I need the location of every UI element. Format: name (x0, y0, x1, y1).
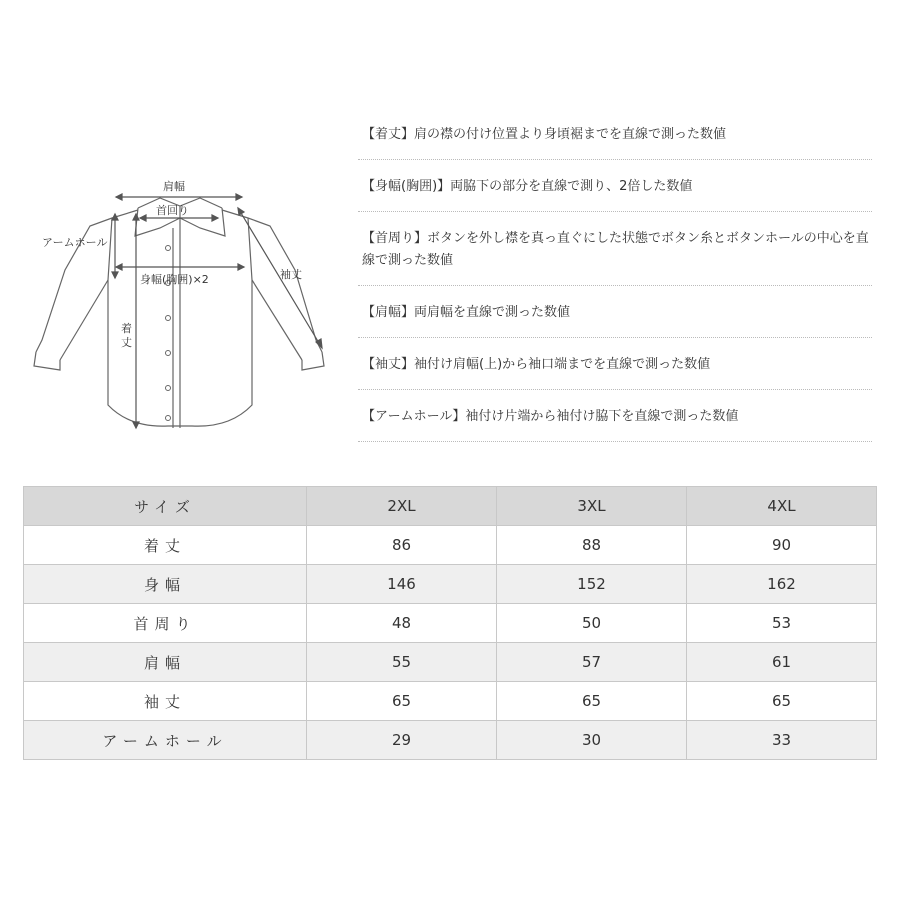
cell: 65 (687, 682, 877, 721)
cell: 50 (497, 604, 687, 643)
label-neck: 首回り (156, 204, 189, 217)
table-header-row (24, 487, 877, 526)
definition-shoulder: 【肩幅】両肩幅を直線で測った数値 (358, 286, 872, 338)
row-label: 袖丈 (24, 682, 307, 721)
cell: 90 (687, 526, 877, 565)
size-table (23, 486, 877, 760)
label-chest: 身幅(胸囲)×2 (140, 273, 209, 286)
row-label: 首周り (24, 604, 307, 643)
table-row (24, 643, 877, 682)
cell: 146 (307, 565, 497, 604)
label-sleeve: 袖丈 (280, 268, 302, 281)
label-shoulder: 肩幅 (163, 180, 185, 193)
cell: 57 (497, 643, 687, 682)
header-size: サイズ (24, 487, 307, 526)
row-label: 身幅 (24, 565, 307, 604)
cell: 65 (497, 682, 687, 721)
header-3xl: 3XL (497, 487, 687, 526)
label-length: 着 丈 (121, 322, 132, 349)
cell: 86 (307, 526, 497, 565)
table-row (24, 526, 877, 565)
cell: 61 (687, 643, 877, 682)
table-row (24, 604, 877, 643)
cell: 88 (497, 526, 687, 565)
cell: 30 (497, 721, 687, 760)
cell: 29 (307, 721, 497, 760)
table-row (24, 682, 877, 721)
cell: 65 (307, 682, 497, 721)
definition-sleeve: 【袖丈】袖付け肩幅(上)から袖口端までを直線で測った数値 (358, 338, 872, 390)
row-label: 着丈 (24, 526, 307, 565)
cell: 55 (307, 643, 497, 682)
definition-chest: 【身幅(胸囲)】両脇下の部分を直線で測り、2倍した数値 (358, 160, 872, 212)
row-label: アームホール (24, 721, 307, 760)
cell: 162 (687, 565, 877, 604)
definition-length: 【着丈】肩の襟の付け位置より身頃裾までを直線で測った数値 (358, 108, 872, 160)
table-row (24, 721, 877, 760)
cell: 48 (307, 604, 497, 643)
cell: 152 (497, 565, 687, 604)
cell: 53 (687, 604, 877, 643)
label-armhole: アームホール (42, 236, 108, 249)
shirt-outline (34, 198, 324, 428)
shirt-buttons (166, 246, 171, 421)
table-row (24, 565, 877, 604)
measurement-lines (112, 194, 322, 428)
shirt-measurement-diagram (20, 170, 340, 440)
header-4xl: 4XL (687, 487, 877, 526)
header-2xl: 2XL (307, 487, 497, 526)
definition-neck: 【首周り】ボタンを外し襟を真っ直ぐにした状態でボタン糸とボタンホールの中心を直線で測った数値 (358, 212, 872, 286)
measurement-definitions (358, 108, 872, 442)
definition-armhole: 【アームホール】袖付け片端から袖付け脇下を直線で測った数値 (358, 390, 872, 442)
row-label: 肩幅 (24, 643, 307, 682)
cell: 33 (687, 721, 877, 760)
